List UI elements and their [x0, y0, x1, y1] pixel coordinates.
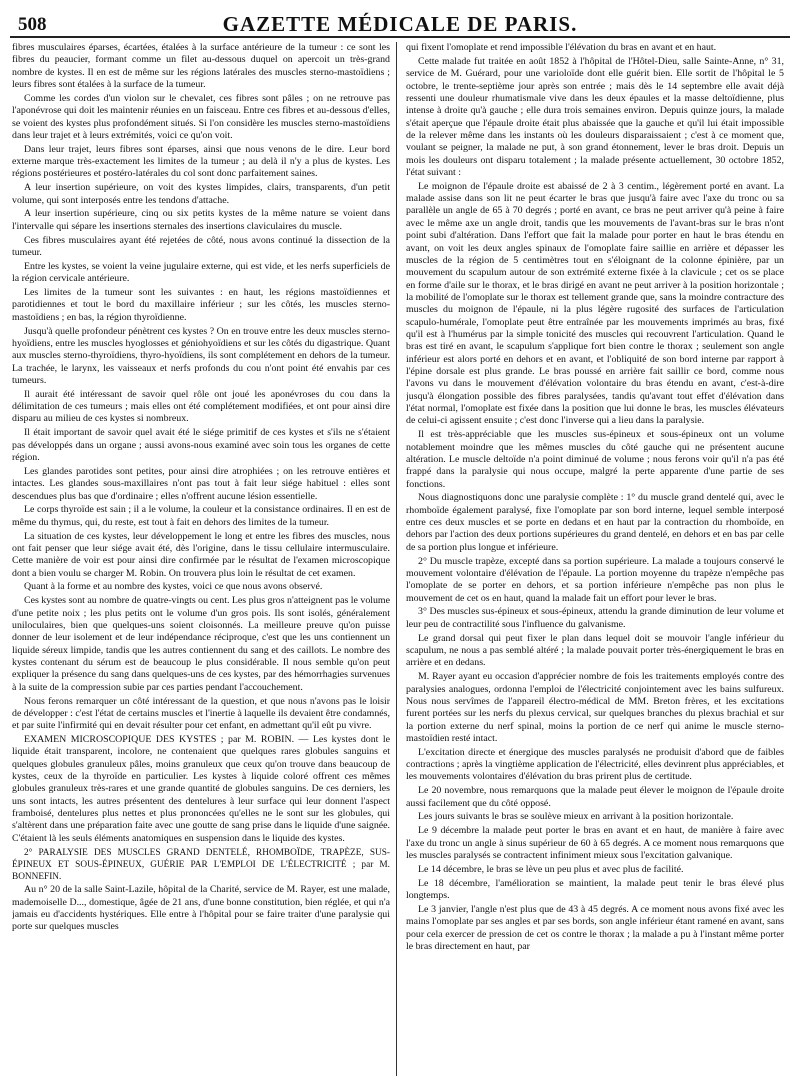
paragraph: Les glandes parotides sont petites, pour ainsi dire atrophiées ; on les retrouve entières et intactes. Les glandes sous-maxillaires n'ont pas tout à fait leur siége habituel : elles sont descendues plus bas que d'ordinaire ; elles n'offrent aucune lésion essentielle.: [12, 465, 390, 502]
paragraph: Il est très-appréciable que les muscles sus-épineux et sous-épineux ont un volume notablement moindre que les mêmes muscles du côté gauche qui ne présentent aucune altération. Le muscle deltoïde n'a point diminué de volume ; nous ferons voir qu'il n'a pas été frappé dans la paralysie qui nous occupe, malgré la perte apparente d'une partie de ses fonctions.: [406, 429, 784, 490]
paragraph: Comme les cordes d'un violon sur le chevalet, ces fibres sont pâles ; on ne retrouve pas l'aponévrose qui doit les maintenir réunies en un faisceau. Entre ces fibres et au-dessous d'elles, se voient des kystes plus profondément situés. Si l'on considère les muscles sterno-mastoïdiens dans leur trajet et à leurs extrémités, voici ce qu'on voit.: [12, 92, 390, 141]
paragraph: M. Rayer ayant eu occasion d'apprécier nombre de fois les traitements employés contre des paralysies analogues, ordonna l'emploi de l'électricité conjointement avec les bains sulfureux. Nous nous servîmes de l'appareil électro-médical de MM. Breton frères, et les excitations furent portées sur les nerfs du plexus cervical, sur quelques branches du plexus brachial et sur la portion externe du nerf spinal, moins la portion de ce nerf qui anime le muscle sterno-mastoïdien resté intact.: [406, 671, 784, 744]
paragraph: Les limites de la tumeur sont les suivantes : en haut, les régions mastoïdiennes et parotidiennes et tout le bord du maxillaire inférieur ; sur les côtés, les muscles sterno-mastoïdiens ; en bas, la région thyroïdienne.: [12, 287, 390, 323]
page-header: [10, 8, 790, 36]
paragraph: Les jours suivants le bras se soulève mieux en arrivant à la position horizontale.: [418, 811, 734, 823]
paragraph: Il était important de savoir quel avait été le siége primitif de ces kystes et s'ils ne s'étaient pas développés dans un organe ; aussi avons-nous examiné avec soin tous les organes de cette région.: [12, 427, 390, 463]
paragraph: Le 14 décembre, le bras se lève un peu plus et avec plus de facilité.: [418, 863, 684, 875]
paragraph: Jusqu'à quelle profondeur pénètrent ces kystes ? On en trouve entre les deux muscles sterno-hyoïdiens, entre les muscles hyoglosses et géniohyoïdiens et sur les côtés du digastrique. Quant aux muscles sterno-thyroïdiens, thyro-hyoïdiens, ils sont complétement en dehors de la tumeur. La trachée, le larynx, les vaisseaux et nerfs profonds du cou n'ont point été envahis par ces tumeurs.: [12, 325, 390, 386]
section-title: 2° PARALYSIE DES MUSCLES GRAND DENTELÉ, RHOMBOÏDE, TRAPÈZE, SUS-ÉPINEUX ET SOUS-ÉPINEUX, GUÉRIE PAR L'EMPLOI DE L'ÉLECTRICITÉ ; par M. BONNEFIN.: [12, 847, 390, 882]
paragraph: EXAMEN MICROSCOPIQUE DES KYSTES ; par M. ROBIN. — Les kystes dont le liquide était transparent, incolore, ne contenaient que quelques rares globules sanguins et quelques globules granuleux pâles, moins granuleux que ceux qu'on trouve dans beaucoup de kystes, ceux de la thyroïde en particulier. Les kystes à liquide coloré offrent ces mêmes globules granuleux très-rares et une grande quantité de globules sanguins. De ces derniers, les uns sont intacts, les autres présentent des dentelures à leur surface qui leur donnent l'aspect framboisé, dentelures plus nettes et plus prononcées qu'elles ne le sont sur les globules, qui s'altèrent dans une préparation faite avec une goutte de sang prise dans le liquide d'une saignée. C'étaient là les seuls éléments anatomiques en suspension dans le liquide des kystes.: [12, 734, 390, 844]
paragraph: Le 20 novembre, nous remarquons que la malade peut élever le moignon de l'épaule droite aussi facilement que du côté opposé.: [406, 785, 784, 809]
paragraph: fibres musculaires éparses, écartées, étalées à la surface antérieure de la tumeur : ce sont les fibres du peaucier, formant comme un filet au-dessous duquel on apercoit un très-grand nombre de kystes. Il en est de même sur les régions latérales des muscles sterno-mastoïdiens ; leurs fibres sont étalées à la surface de la tumeur.: [12, 42, 390, 91]
header-rule: [10, 36, 790, 38]
paragraph: Le 9 décembre la malade peut porter le bras en avant et en haut, de manière à faire avec l'axe du tronc un angle à sinus supérieur de 60 à 65 degrés. A ce moment nous remarquons que les muscles paralysés se contractent infiniment mieux sous l'excitation galvanique.: [406, 825, 784, 861]
paragraph: Quant à la forme et au nombre des kystes, voici ce que nous avons observé.: [24, 581, 323, 593]
paragraph: Entre les kystes, se voient la veine jugulaire externe, qui est vide, et les nerfs superficiels de la région cervicale antérieure.: [12, 260, 390, 285]
paragraph: 2° Du muscle trapèze, excepté dans sa portion supérieure. La malade a toujours conservé le mouvement volontaire d'élévation de l'épaule. La portion moyenne du trapèze n'empêche pas l'omoplate de se porter en dehors, et sa portion inférieure n'empêche pas non plus le mouvement de cet os en haut, quand la malade fait un effort pour lever le bras.: [406, 555, 784, 604]
paragraph: Cette malade fut traitée en août 1852 à l'hôpital de l'Hôtel-Dieu, salle Sainte-Anne, n° 31, service de M. Guérard, pour une varioloïde dont elle guérit bien. Elle sortit de l'hôpital le 5 octobre, le trente-septième jour après son entrée ; mais dès le 14 septembre elle avait déjà ressenti une douleur rhumatismale vive dans les deux épaules et la masse deltoïdienne, plus intense à droite qu'à gauche ; elle dura trois semaines environ. Depuis quinze jours, la malade s'était aperçue que l'épaule droite était plus abaissée que la gauche et qu'il lui était impossible de la relever même dans les instants où les douleurs disparaissaient ; c'est à ce moment que, voulant se peigner, la malade ne put, à son grand étonnement, lever le bras droit. Depuis un mois les douleurs ont disparu totalement ; la malade présente actuellement, 30 octobre 1852, l'état suivant :: [406, 55, 784, 178]
paragraph: Le corps thyroïde est sain ; il a le volume, la couleur et la consistance ordinaires. Il en est de même du thymus, qui, du reste, est tout à fait en dehors des limites de la tumeur.: [12, 504, 390, 528]
column-divider: [396, 42, 397, 1076]
paragraph: Nous diagnostiquons donc une paralysie complète : 1° du muscle grand dentelé qui, avec le rhomboïde également paralysé, fixe l'omoplate par son bord interne, lequel semble interposé entre ces deux muscles et se porte en dedans et en haut par la contraction du rhomboïde, en dehors par l'action des deux portions supérieures du grand dentelé, en dehors et en bas par celle de sa portion plus longue et inférieure.: [406, 492, 784, 553]
page-number: 508: [18, 14, 47, 35]
paragraph: Dans leur trajet, leurs fibres sont éparses, ainsi que nous venons de le dire. Leur bord externe marque très-exactement les limites de la tumeur ; au delà il n'y a plus de kystes. Les régions postérieures et postéro-latérales du col sont donc parfaitement saines.: [12, 143, 390, 180]
paragraph: Le 3 janvier, l'angle n'est plus que de 43 à 45 degrés. A ce moment nous avons fixé avec les mains l'omoplate par ses angles et par ses bords, son angle inférieur étant ramené en avant, sans pour cela exercer de pression de cet os contre le thorax ; la malade a pu à l'instant même porter le bras directement en haut, par: [406, 903, 784, 952]
left-column: [12, 42, 390, 1078]
paragraph: Nous ferons remarquer un côté intéressant de la question, et que nous n'avons pas le loisir de développer : c'est l'état de certains muscles et l'inertie à laquelle ils devaient être condamnés, et par suite l'infirmité qui en devait résulter pour cet enfant, en admettant qu'il eût pu vivre.: [12, 695, 390, 732]
right-column: [406, 42, 784, 1078]
paragraph: Au n° 20 de la salle Saint-Lazile, hôpital de la Charité, service de M. Rayer, est une malade, mademoiselle D..., domestique, âgée de 21 ans, d'une bonne constitution, bien réglée, et qui n'a jamais eu d'accidents hystériques. Elle entre à l'hôpital pour se faire traiter d'une paralysie qui porte sur quelques muscles: [12, 884, 390, 933]
paragraph: A leur insertion supérieure, on voit des kystes limpides, clairs, transparents, d'un petit volume, qui sont interposés entre les tendons d'attache.: [12, 182, 390, 206]
paragraph: Ces kystes sont au nombre de quatre-vingts ou cent. Les plus gros n'atteignent pas le volume d'une petite noix ; les plus petits ont le volume d'un gros pois. Ils sont isolés, généralement uniloculaires, bien que quelques-uns soient cloisonnés. La meilleure preuve qu'on puisse donner de leur isolement et de leur indépendance réciproque, c'est que les uns contiennent un liquide séreux limpide, tandis que les autres contiennent du sang et des caillots. Le nombre des kystes contenant du sérum est de beaucoup le plus considérable. Il nous semble qu'on peut expliquer la présence du sang dans quelques-uns de ces kystes, par des hémorrhagies survenues à la suite de la compression subie par ces parties pendant l'accouchement.: [12, 595, 390, 693]
paragraph: Le moignon de l'épaule droite est abaissé de 2 à 3 centim., légèrement porté en avant. La malade assise dans son lit ne peut écarter le bras que jusqu'à faire avec l'axe du tronc ou sa parallèle un angle de 65 à 70 degrés ; porté en avant, ce bras ne peut arriver qu'à peine à faire avec le même axe un angle droit, tandis que les mouvements de l'avant-bras sur le bras n'ont point subi d'altération. Dans l'effort que fait la malade pour porter en haut le bras étendu en avant, on voit les deux angles spinaux de l'omoplate faire saillie en arrière et dépasser les muscles de la région de 5 centimètres tout en s'éloignant de la colonne épinière, par un mouvement du scapulum autour de son extrémité externe fixée à la clavicule ; cet os se place en forme d'aile sur le thorax, et le bras dirigé en avant ne peut arriver à la position horizontale ; la mobilité de l'omoplate sur le thorax est tellement grande que, sans la moindre contracture des muscles du moignon de l'épaule, ni la plus légère rugosité des surfaces de l'articulation scapulo-humérale, l'omoplate peut être entraînée par les mouvements imprimés au bras, fixé qu'il est à l'humérus par la simple tonicité des muscles qui recouvrent l'articulation. Quand le bras est tiré en avant, le scapulum s'applique fort bien contre le thorax ; seulement son angle inférieur est alors porté en dehors et en avant, et l'obliquité de son bord interne par rapport à l'épine dorsale est plus grande. Le bras poussé en arrière fait saillir ce bord, comme nous l'avons vu dans le mouvement d'élévation volontaire du bras étendu en avant, c'est-à-dire jusqu'à élongation possible des fibres paralysées, tandis qu'avant tout effet d'élévation dans l'état normal, l'omoplate est fixée dans la position que lui donne le bras, les muscles élévateurs de celui-ci agissent ensuite ; c'est donc l'inverse qui a lieu dans la paralysie.: [406, 180, 784, 427]
paragraph: A leur insertion supérieure, cinq ou six petits kystes de la même nature se voient dans l'intervalle qui sépare les insertions sternales des insertions claviculaires du muscle.: [12, 208, 390, 232]
journal-title: GAZETTE MÉDICALE DE PARIS.: [222, 12, 578, 36]
paragraph: L'excitation directe et énergique des muscles paralysés ne produisit d'abord que de faibles contractions ; après la vingtième application de l'électricité, elles devinrent plus appréciables, et les mouvements volontaires d'élévation du bras prirent plus de certitude.: [406, 746, 784, 783]
paragraph: Le grand dorsal qui peut fixer le plan dans lequel doit se mouvoir l'angle inférieur du scapulum, ne nous a pas semblé altéré ; la malade pouvait porter très-énergiquement le bras en arrière et en dedans.: [406, 632, 784, 669]
paragraph: Ces fibres musculaires ayant été rejetées de côté, nous avons continué la dissection de la tumeur.: [12, 234, 390, 258]
paragraph: 3° Des muscles sus-épineux et sous-épineux, attendu la grande diminution de leur volume et leur peu de contractilité sous l'influence du galvanisme.: [406, 606, 784, 630]
paragraph: Il aurait été intéressant de savoir quel rôle ont joué les aponévroses du cou dans la délimitation de ces tumeurs ; mais elles ont été complétement modifiées, et ont pour ainsi dire disparu au milieu de ces kystes si nombreux.: [12, 388, 390, 425]
paragraph: Le 18 décembre, l'amélioration se maintient, la malade peut tenir le bras élevé plus longtemps.: [406, 877, 784, 902]
paragraph: qui fixent l'omoplate et rend impossible l'élévation du bras en avant et en haut.: [406, 42, 717, 53]
paragraph: La situation de ces kystes, leur développement le long et entre les fibres des muscles, nous ont fait penser que leur siége avait été, dès l'origine, dans le tissu cellulaire intermusculaire. Cette manière de voir est pour ainsi dire confirmée par le résultat de l'examen microscopique dont a bien voulu se charger M. Robin. On trouvera plus loin le résultat de cet examen.: [12, 530, 390, 579]
